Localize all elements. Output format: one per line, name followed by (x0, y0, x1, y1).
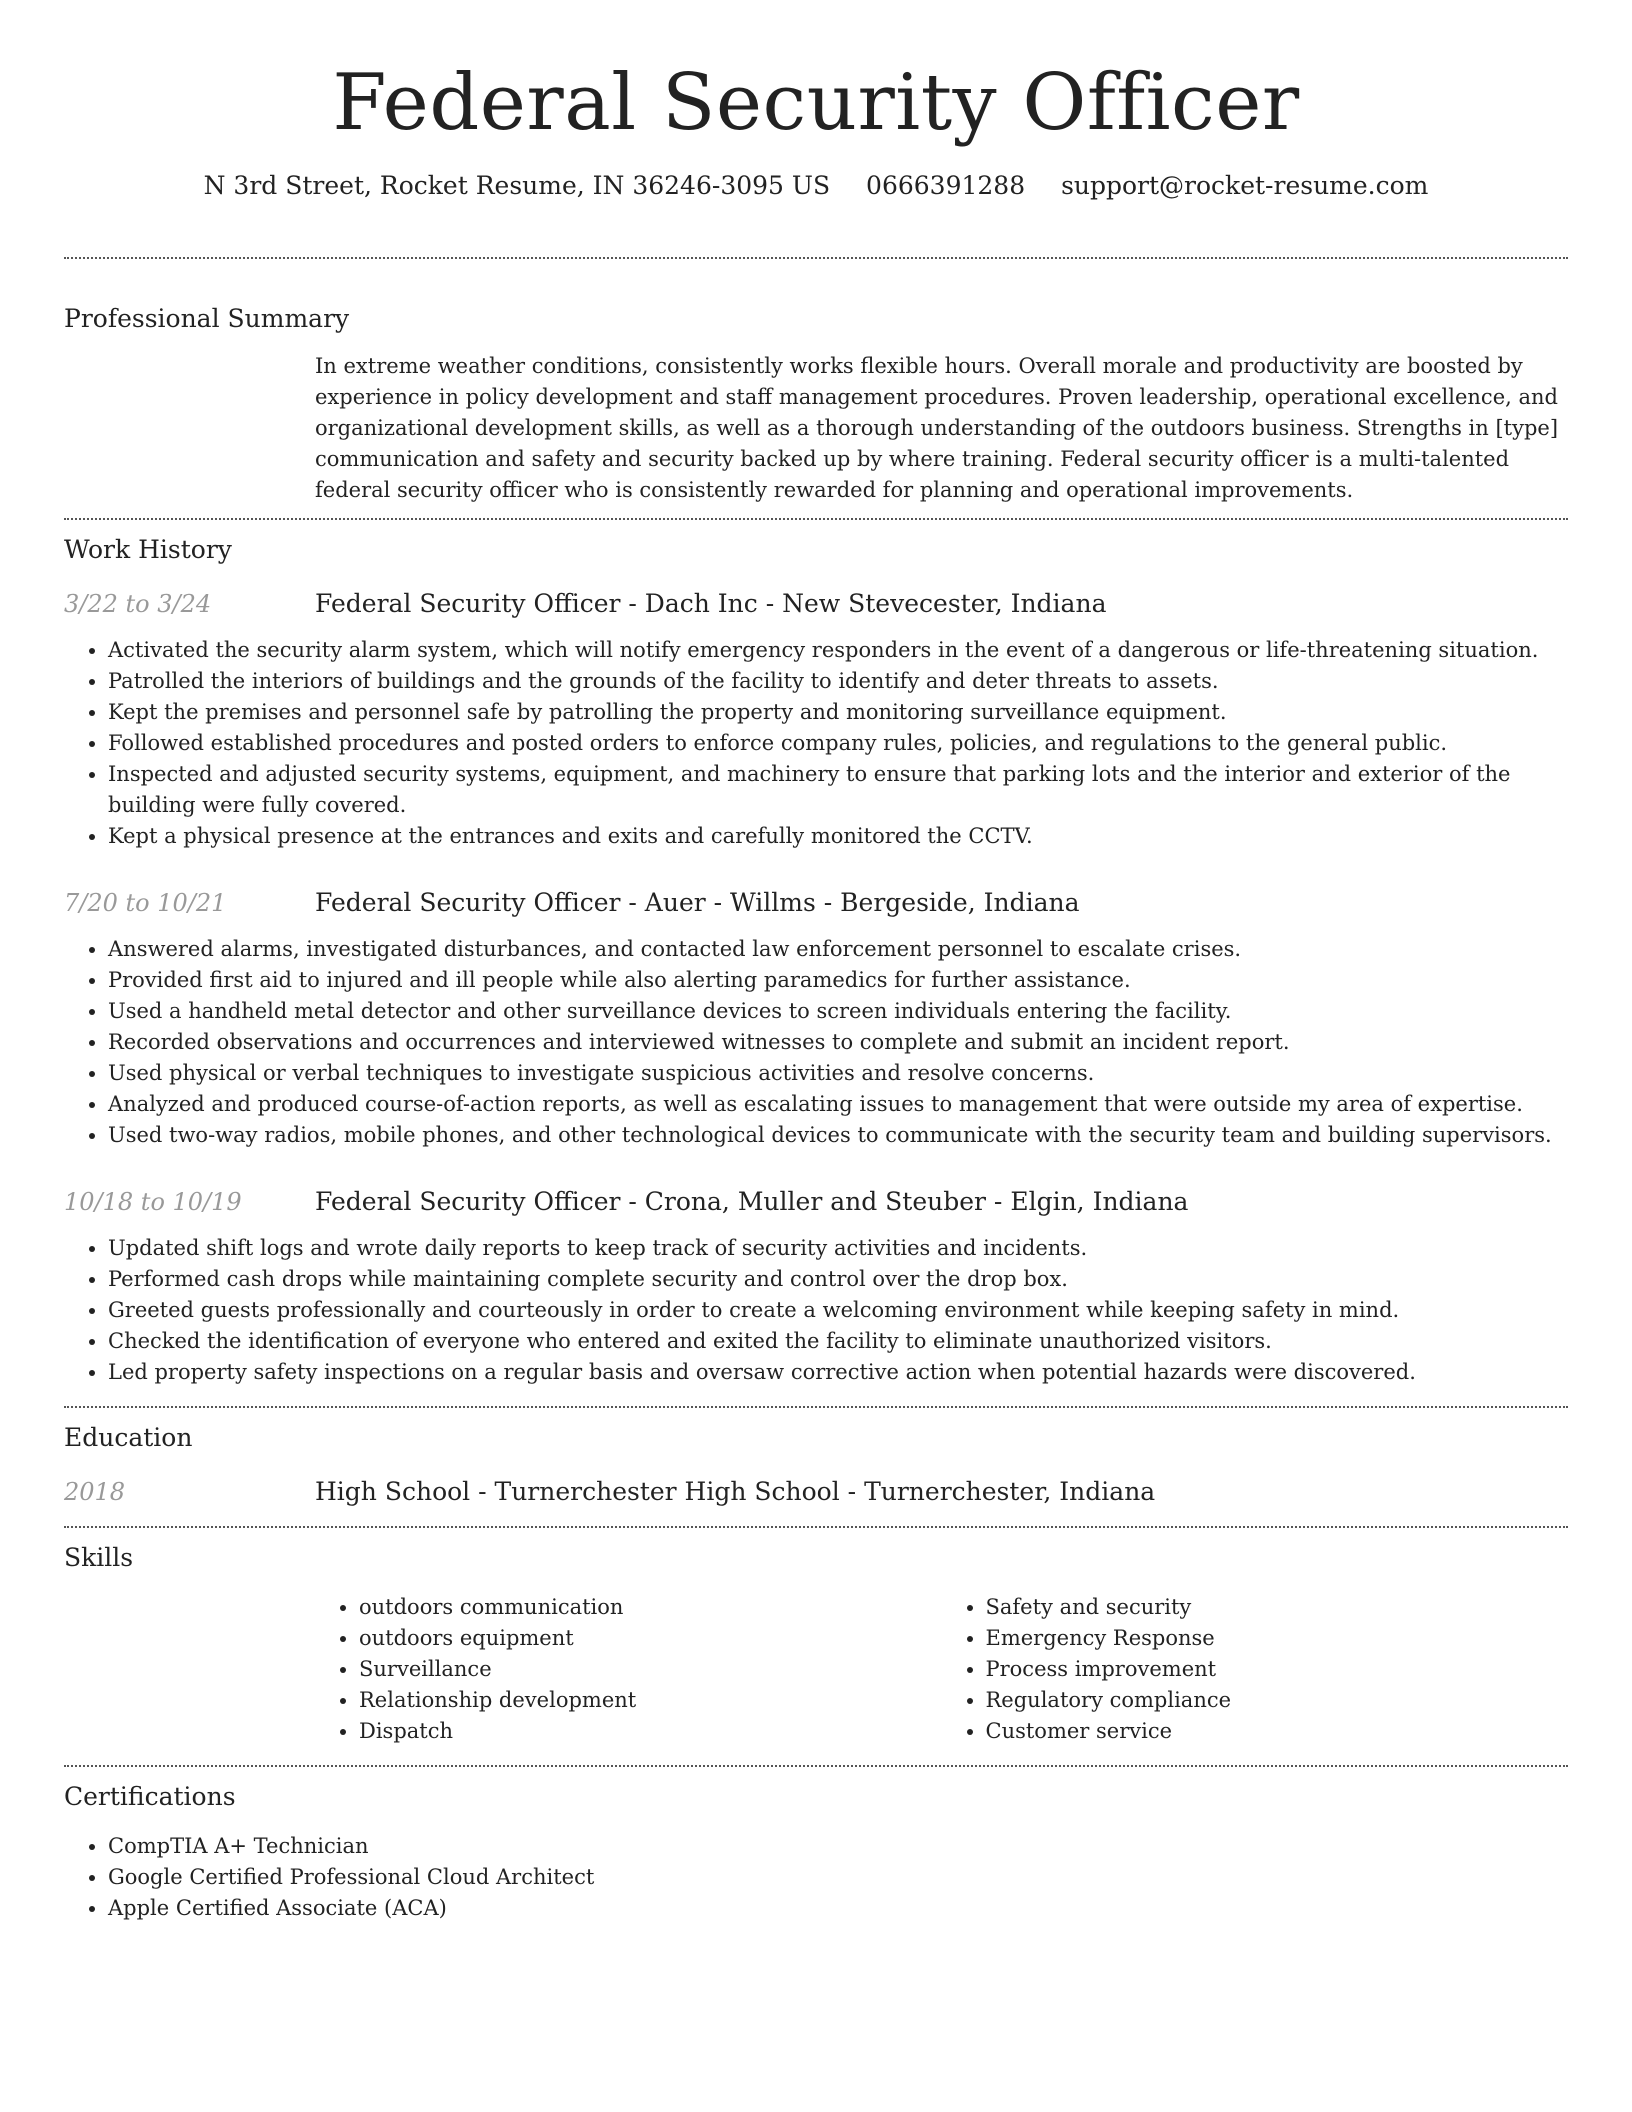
list-item: • Led property safety inspections on a regular basis and oversaw corrective action when potential hazards were discovered. (108, 1357, 1568, 1388)
job-title: Federal Security Officer - Dach Inc - New Stevecester, Indiana (315, 589, 1107, 618)
skills-heading: Skills (64, 1543, 134, 1572)
section-divider (64, 257, 1568, 259)
list-item: • Used two-way radios, mobile phones, and other technological devices to communicate with the security team and building supervisors. (108, 1120, 1568, 1151)
list-item: • Kept a physical presence at the entrances and exits and carefully monitored the CCTV. (108, 821, 1568, 852)
list-item: • Checked the identification of everyone who entered and exited the facility to eliminate unauthorized visitors. (108, 1326, 1568, 1357)
contact-address: N 3rd Street, Rocket Resume, IN 36246-3095 US (203, 171, 831, 200)
list-item: • Analyzed and produced course-of-action reports, as well as escalating issues to management that were outside my area of expertise. (108, 1089, 1568, 1120)
list-item: • Greeted guests professionally and courteously in order to create a welcoming environment while keeping safety in mind. (108, 1295, 1568, 1326)
job-header (64, 1184, 1568, 1220)
skill-item: • Dispatch (359, 1716, 942, 1747)
list-item: • Followed established procedures and posted orders to enforce company rules, policies, and regulations to the general public. (108, 728, 1568, 759)
skill-item: • Surveillance (359, 1654, 942, 1685)
list-item: • Recorded observations and occurrences and interviewed witnesses to complete and submit an incident report. (108, 1027, 1568, 1058)
skill-item: • Safety and security (986, 1592, 1569, 1623)
list-item: • Provided first aid to injured and ill people while also alerting paramedics for further assistance. (108, 965, 1568, 996)
section-divider (64, 1406, 1568, 1408)
certification-item: • Apple Certified Associate (ACA) (108, 1893, 1568, 1924)
contact-email: support@rocket-resume.com (1061, 171, 1429, 200)
list-item: • Patrolled the interiors of buildings and the grounds of the facility to identify and deter threats to assets. (108, 666, 1568, 697)
job-bullets (64, 635, 1568, 852)
skills-list-left (315, 1592, 942, 1747)
job-dates: 10/18 to 10/19 (64, 1188, 242, 1216)
certification-item: • Google Certified Professional Cloud Architect (108, 1862, 1568, 1893)
section-divider (64, 518, 1568, 520)
skill-item: • outdoors communication (359, 1592, 942, 1623)
job-dates: 7/20 to 10/21 (64, 889, 227, 917)
skill-item: • Emergency Response (986, 1623, 1569, 1654)
job-header (64, 885, 1568, 921)
summary-text: In extreme weather conditions, consistently works flexible hours. Overall morale and productivity are boosted by experience in policy development and staff management procedures. Proven leadership, operational excellence, and organizational development skills, as well as a thorough understanding of the outdoors business. Strengths in [type] communication and safety and security backed up by where training. Federal security officer is a multi-talented federal security officer who is consistently rewarded for planning and operational improvements. (315, 354, 1559, 502)
list-item: • Kept the premises and personnel safe by patrolling the property and monitoring surveillance equipment. (108, 697, 1568, 728)
job-bullets (64, 1233, 1568, 1388)
list-item: • Used physical or verbal techniques to investigate suspicious activities and resolve concerns. (108, 1058, 1568, 1089)
list-item: • Performed cash drops while maintaining complete security and control over the drop box. (108, 1264, 1568, 1295)
education-entry (64, 1474, 1568, 1510)
job-dates: 3/22 to 3/24 (64, 590, 212, 618)
section-divider (64, 1765, 1568, 1767)
skills-columns (315, 1592, 1568, 1747)
skill-item: • Regulatory compliance (986, 1685, 1569, 1716)
job-entry (64, 1184, 1568, 1388)
list-item: • Updated shift logs and wrote daily reports to keep track of security activities and incidents. (108, 1233, 1568, 1264)
skills-list-right (942, 1592, 1569, 1747)
certifications-heading: Certifications (64, 1782, 236, 1811)
skill-item: • Process improvement (986, 1654, 1569, 1685)
list-item: • Activated the security alarm system, which will notify emergency responders in the event of a dangerous or life-threatening situation. (108, 635, 1568, 666)
job-title: Federal Security Officer - Auer - Willms - Bergeside, Indiana (315, 888, 1080, 917)
work-history-heading: Work History (64, 535, 232, 564)
job-header (64, 586, 1568, 622)
skill-item: • Customer service (986, 1716, 1569, 1747)
certification-item: • CompTIA A+ Technician (108, 1831, 1568, 1862)
certifications-list (64, 1831, 1568, 1924)
job-entry (64, 885, 1568, 1151)
contact-phone: 0666391288 (866, 171, 1026, 200)
list-item: • Answered alarms, investigated disturbances, and contacted law enforcement personnel to escalate crises. (108, 934, 1568, 965)
job-bullets (64, 934, 1568, 1151)
job-entry (64, 586, 1568, 852)
summary-heading: Professional Summary (64, 304, 350, 333)
section-divider (64, 1526, 1568, 1528)
job-title: Federal Security Officer - Crona, Muller and Steuber - Elgin, Indiana (315, 1187, 1189, 1216)
skill-item: • outdoors equipment (359, 1623, 942, 1654)
skill-item: • Relationship development (359, 1685, 942, 1716)
resume-page (64, 0, 1568, 1924)
education-date: 2018 (64, 1478, 126, 1506)
list-item: • Inspected and adjusted security systems, equipment, and machinery to ensure that parking lots and the interior and exterior of the building were fully covered. (108, 759, 1568, 821)
contact-line (64, 168, 1568, 204)
education-heading: Education (64, 1423, 193, 1452)
list-item: • Used a handheld metal detector and other surveillance devices to screen individuals entering the facility. (108, 996, 1568, 1027)
candidate-name: Federal Security Officer (332, 58, 1300, 148)
education-title: High School - Turnerchester High School - Turnerchester, Indiana (315, 1477, 1156, 1506)
